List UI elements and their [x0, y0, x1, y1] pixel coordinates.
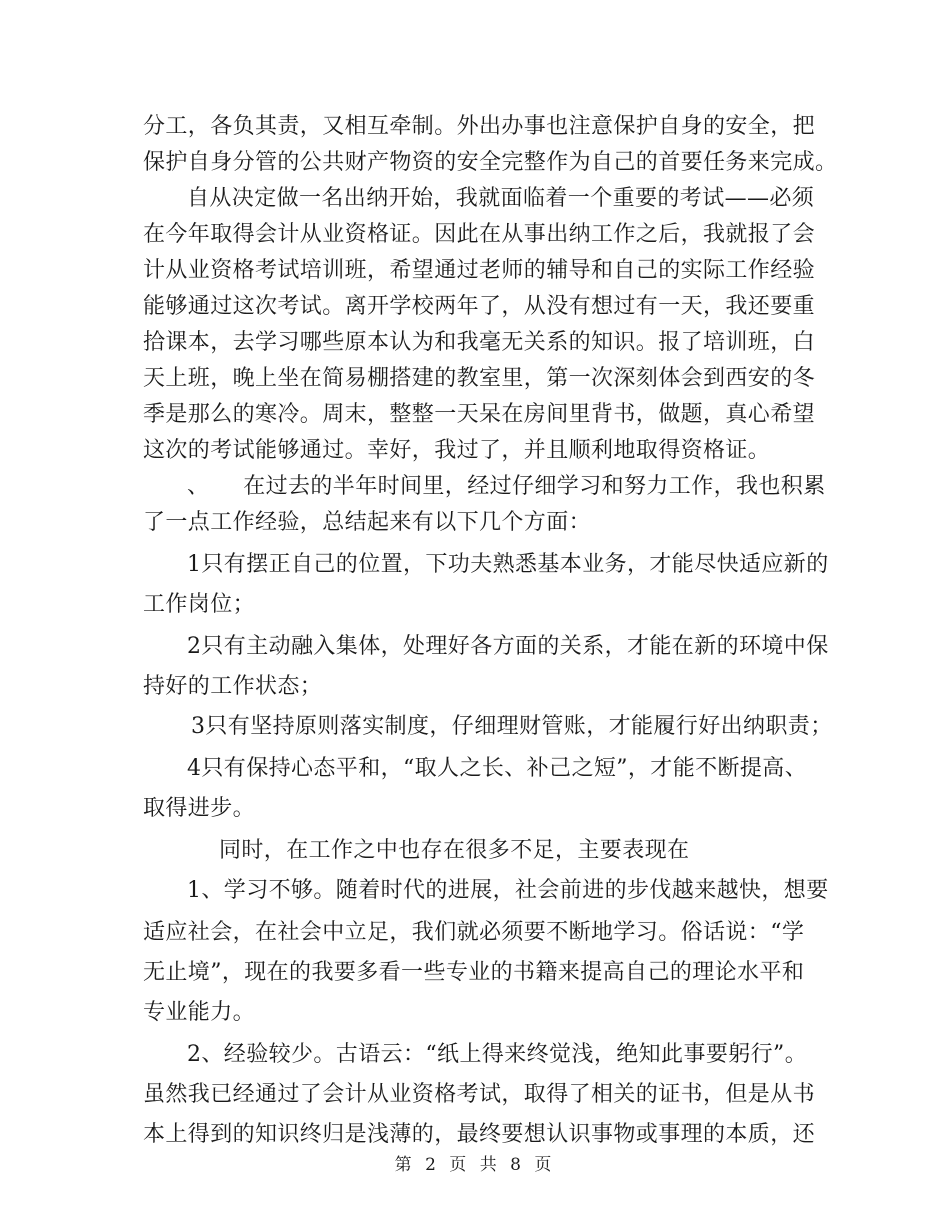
text-line: 3只有坚持原则落实制度，仔细理财管账，才能履行好出纳职责；: [191, 714, 833, 739]
text-line: 专业能力。: [143, 1000, 256, 1025]
text-line: 取得进步。: [143, 796, 256, 821]
text-line: 、 在过去的半年时间里，经过仔细学习和努力工作，我也积累: [187, 474, 826, 499]
text-line: 计从业资格考试培训班，希望通过老师的辅导和自己的实际工作经验: [143, 258, 816, 283]
text-line: 无止境”，现在的我要多看一些专业的书籍来提高自己的理论水平和: [143, 960, 805, 985]
text-line: 拾课本，去学习哪些原本认为和我毫无关系的知识。报了培训班，白: [143, 330, 816, 355]
text-line: 在今年取得会计从业资格证。因此在从事出纳工作之后，我就报了会: [143, 222, 816, 247]
text-line: 自从决定做一名出纳开始，我就面临着一个重要的考试——必须: [187, 186, 815, 211]
text-line: 2、经验较少。古语云：“纸上得来终觉浅，绝知此事要躬行”。: [187, 1042, 808, 1067]
text-line: 天上班，晚上坐在简易棚搭建的教室里，第一次深刻体会到西安的冬: [143, 366, 816, 391]
text-line: 这次的考试能够通过。幸好，我过了，并且顺利地取得资格证。: [143, 438, 771, 463]
text-line: 1、学习不够。随着时代的进展，社会前进的步伐越来越快，想要: [187, 878, 829, 903]
text-line: 持好的工作状态；: [143, 674, 323, 699]
text-line: 1只有摆正自己的位置，下功夫熟悉基本业务，才能尽快适应新的: [187, 552, 829, 577]
text-line: 适应社会，在社会中立足，我们就必须要不断地学习。俗话说：“学: [143, 920, 805, 945]
text-line: 了一点工作经验，总结起来有以下几个方面：: [143, 510, 592, 535]
text-line: 能够通过这次考试。离开学校两年了，从没有想过有一天，我还要重: [143, 294, 816, 319]
text-line: 本上得到的知识终归是浅薄的，最终要想认识事物或事理的本质，还: [143, 1122, 816, 1147]
text-line: 4只有保持心态平和，“取人之长、补己之短”，才能不断提高、: [187, 756, 808, 781]
text-line: 保护自身分管的公共财产物资的安全完整作为自己的首要任务来完成。: [143, 150, 838, 175]
text-line: 季是那么的寒冷。周末，整整一天呆在房间里背书，做题，真心希望: [143, 402, 816, 427]
text-line: 工作岗位；: [143, 592, 256, 617]
text-line: 虽然我已经通过了会计从业资格考试，取得了相关的证书，但是从书: [143, 1082, 816, 1107]
page-number-footer: 第 2 页 共 8 页: [394, 1155, 556, 1175]
text-line: 同时，在工作之中也存在很多不足，主要表现在: [219, 838, 690, 863]
text-line: 2只有主动融入集体，处理好各方面的关系，才能在新的环境中保: [187, 634, 829, 659]
text-line: 分工，各负其责，又相互牵制。外出办事也注意保护自身的安全，把: [143, 114, 816, 139]
